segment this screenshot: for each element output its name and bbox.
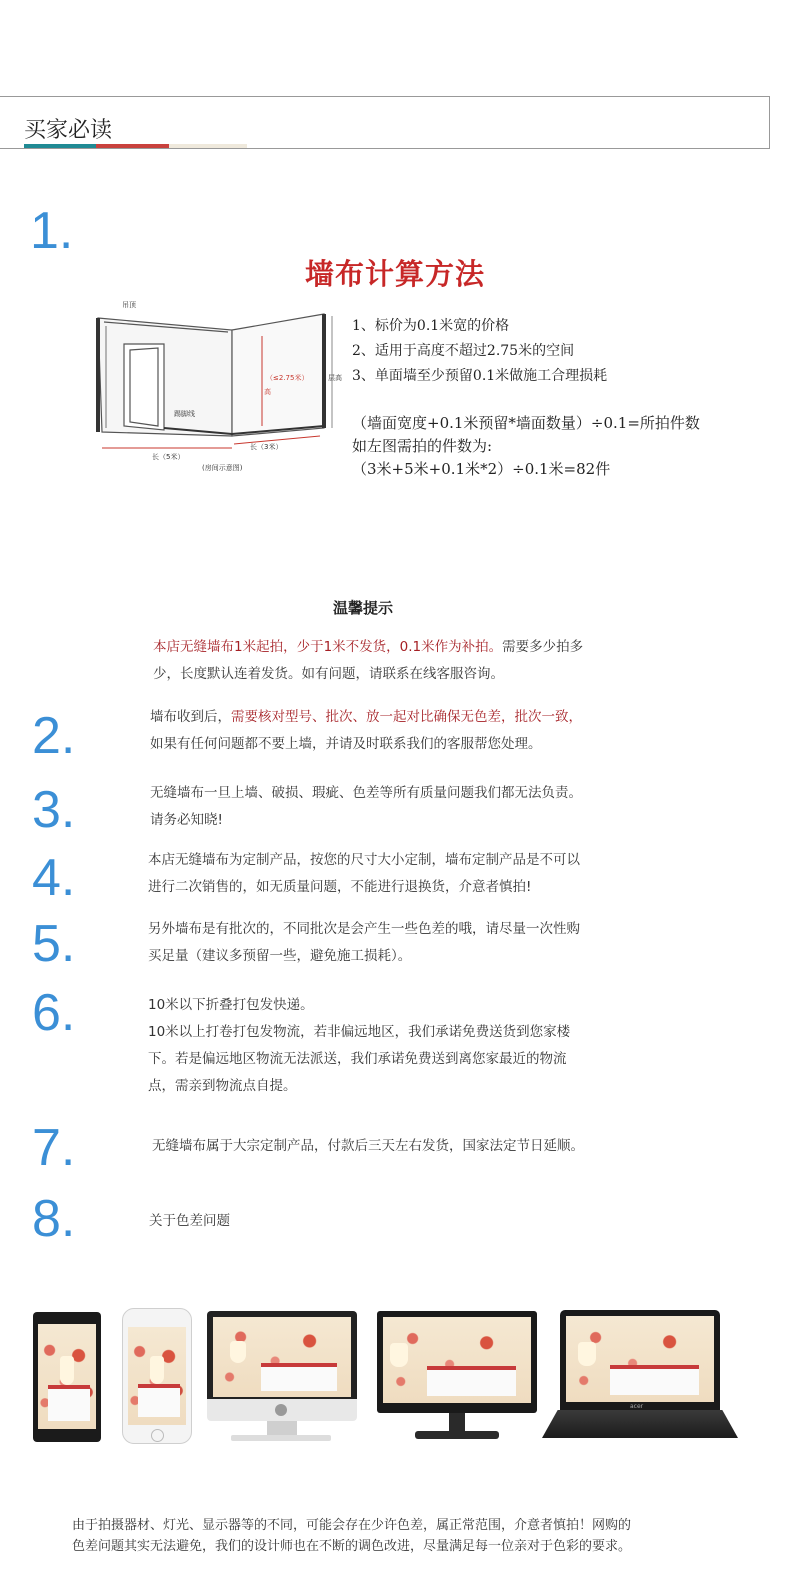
calc-example: （3米+5米+0.1米*2）÷0.1米=82件 bbox=[352, 460, 611, 478]
number-6: 6. bbox=[32, 984, 76, 1042]
tip-4-text: 本店无缝墙布为定制产品，按您的尺寸大小定制，墙布定制产品是不可以 bbox=[148, 852, 580, 868]
tip-8: 关于色差问题 bbox=[149, 1213, 230, 1229]
tip-3 bbox=[150, 780, 630, 834]
laptop-brand: acer bbox=[630, 1403, 644, 1410]
tip-4-text-2: 进行二次销售的，如无质量问题，不能进行退换货，介意者慎拍! bbox=[148, 879, 532, 895]
label-ceiling: 吊顶 bbox=[122, 301, 136, 309]
calc-rule: 1、标价为0.1米宽的价格 bbox=[352, 318, 510, 334]
label-floor-height: 层高 bbox=[328, 374, 342, 382]
calc-example-label: 如左图需拍的件数为: bbox=[352, 437, 493, 455]
label-height: 高 bbox=[264, 388, 271, 396]
label-caption: (房间示意图) bbox=[202, 464, 243, 472]
number-1: 1. bbox=[30, 202, 74, 260]
header-bar-cream bbox=[169, 144, 247, 148]
calc-rule: 2、适用于高度不超过2.75米的空间 bbox=[352, 343, 575, 359]
tip-1 bbox=[153, 634, 623, 688]
number-3: 3. bbox=[32, 781, 76, 839]
page-title: 买家必读 bbox=[24, 118, 113, 143]
label-baseboard: 踢脚线 bbox=[174, 410, 195, 418]
room-diagram bbox=[92, 296, 342, 474]
color-disclaimer bbox=[72, 1515, 712, 1557]
tip-4 bbox=[148, 847, 628, 901]
header-bar-teal bbox=[24, 144, 96, 148]
device-monitor bbox=[377, 1311, 537, 1443]
tip-1-text-2: 少，长度默认连着发货。如有问题，请联系在线客服咨询。 bbox=[153, 666, 504, 682]
tips-title: 温馨提示 bbox=[333, 599, 394, 617]
tip-2-text: 墙布收到后， bbox=[150, 709, 231, 725]
tip-7: 无缝墙布属于大宗定制产品，付款后三天左右发货，国家法定节日延顺。 bbox=[152, 1138, 584, 1154]
label-length-5: 长（5米） bbox=[152, 453, 185, 461]
tip-3-text-2: 请务必知晓! bbox=[150, 812, 223, 828]
device-imac bbox=[207, 1311, 357, 1443]
tip-6-text: 10米以下折叠打包发快递。 bbox=[148, 997, 314, 1013]
calc-rules bbox=[352, 314, 607, 389]
calc-title: 墙布计算方法 bbox=[305, 257, 486, 291]
tip-6-text-2: 10米以上打卷打包发物流，若非偏远地区，我们承诺免费送货到您家楼 bbox=[148, 1024, 571, 1040]
tip-2 bbox=[150, 704, 630, 758]
tip-1-highlight: 本店无缝墙布1米起拍，少于1米不发货，0.1米作为补拍。 bbox=[153, 639, 503, 655]
calc-formula: （墙面宽度+0.1米预留*墙面数量）÷0.1=所拍件数 bbox=[352, 414, 700, 432]
calc-formula-block bbox=[352, 412, 700, 481]
tip-5-text-2: 买足量（建议多预留一些，避免施工损耗）。 bbox=[148, 948, 412, 964]
color-disclaimer-line: 由于拍摄器材、灯光、显示器等的不同，可能会存在少许色差，属正常范围，介意者慎拍！网购的 bbox=[72, 1518, 632, 1533]
label-length-3: 长（3米） bbox=[250, 443, 283, 451]
number-2: 2. bbox=[32, 707, 76, 765]
device-laptop bbox=[542, 1310, 738, 1442]
tip-6-text-4: 点，需亲到物流点自提。 bbox=[148, 1078, 297, 1094]
tip-5 bbox=[148, 916, 628, 970]
tip-2-highlight: 需要核对型号、批次、放一起对比确保无色差，批次一致， bbox=[231, 709, 582, 725]
device-phone-white bbox=[122, 1308, 192, 1444]
number-5: 5. bbox=[32, 915, 76, 973]
tip-1-text: 需要多少拍多 bbox=[502, 639, 584, 655]
header-bar-red bbox=[96, 144, 169, 148]
tip-6 bbox=[148, 992, 628, 1100]
label-height-limit: （≤2.75米） bbox=[266, 374, 309, 382]
calc-rule: 3、单面墙至少预留0.1米做施工合理损耗 bbox=[352, 368, 608, 384]
device-phone-black bbox=[33, 1312, 101, 1442]
number-7: 7. bbox=[32, 1119, 76, 1177]
color-disclaimer-line: 色差问题其实无法避免，我们的设计师也在不断的调色改进，尽量满足每一位亲对于色彩的要求。 bbox=[72, 1539, 632, 1554]
tip-5-text: 另外墙布是有批次的，不同批次是会产生一些色差的哦，请尽量一次性购 bbox=[148, 921, 580, 937]
tip-3-text: 无缝墙布一旦上墙、破损、瑕疵、色差等所有质量问题我们都无法负责。 bbox=[150, 785, 582, 801]
number-8: 8. bbox=[32, 1190, 76, 1248]
tip-6-text-3: 下。若是偏远地区物流无法派送，我们承诺免费送到离您家最近的物流 bbox=[148, 1051, 567, 1067]
tip-2-text-2: 如果有任何问题都不要上墙，并请及时联系我们的客服帮您处理。 bbox=[150, 736, 542, 752]
header-frame bbox=[0, 96, 770, 149]
number-4: 4. bbox=[32, 849, 76, 907]
